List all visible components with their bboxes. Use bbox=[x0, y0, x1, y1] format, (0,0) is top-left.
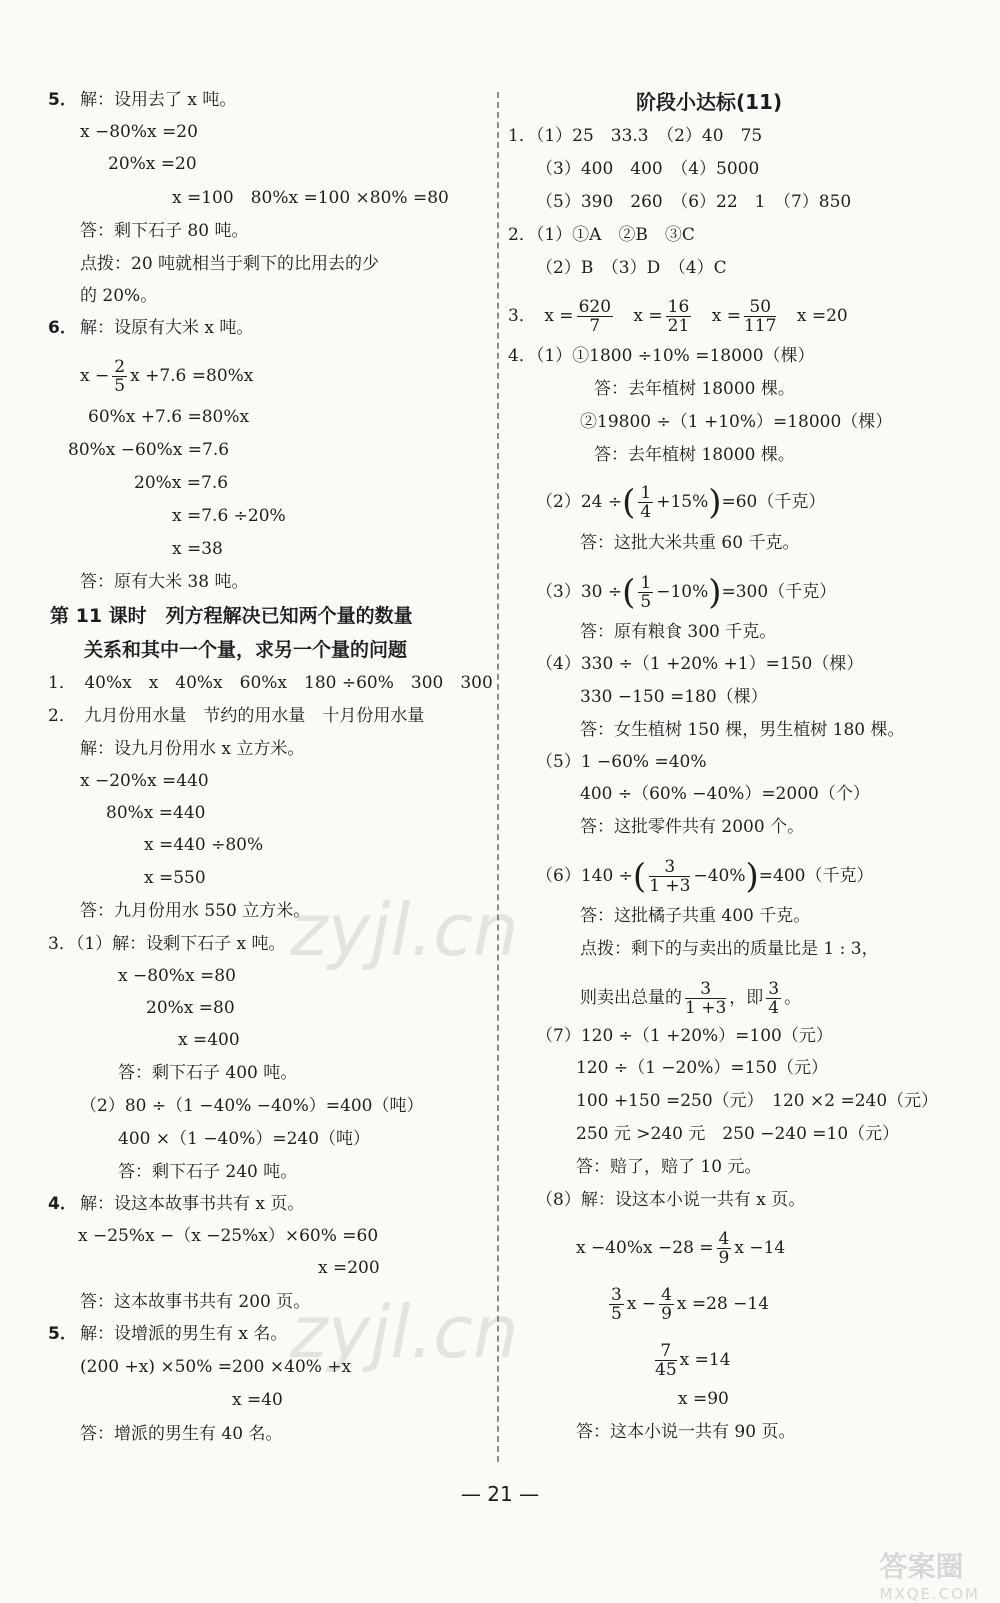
equation-line bbox=[536, 858, 873, 895]
equation-line: x −25%x −（x −25%x）×60% =60 bbox=[78, 1226, 379, 1246]
column-divider bbox=[497, 92, 499, 1462]
equation-text: x −40%x −28 = bbox=[576, 1238, 714, 1258]
equation-text: x = bbox=[633, 306, 663, 326]
fraction-numerator: 1 bbox=[640, 573, 652, 593]
equation-text: （3）30 ÷ bbox=[536, 582, 623, 602]
equation-text: −40% bbox=[693, 866, 746, 886]
fraction-denominator: 4 bbox=[768, 998, 780, 1018]
section-heading: 第 11 课时 列方程解决已知两个量的数量 bbox=[50, 605, 413, 627]
text-line: 3．（1）解：设剩下石子 x 吨。 bbox=[48, 934, 286, 954]
answer-line: （3）400 400 （4）5000 bbox=[536, 159, 760, 179]
answer-line: 4．（1）①1800 ÷10% =18000（棵） bbox=[508, 346, 815, 366]
equation-text: x −14 bbox=[734, 1238, 786, 1258]
answer-line: 答：这本故事书共有 200 页。 bbox=[80, 1292, 311, 1312]
equation-line: 20%x =7.6 bbox=[134, 473, 229, 493]
answer-line: 答：这批橘子共重 400 千克。 bbox=[580, 906, 811, 926]
fraction bbox=[717, 1230, 732, 1267]
watermark: zyjl.cn bbox=[290, 888, 519, 972]
fraction-numerator: 50 bbox=[744, 298, 776, 317]
answer-line: 答：这本小说一共有 90 页。 bbox=[576, 1422, 796, 1442]
answer-line: （5）1 −60% =40% bbox=[536, 752, 707, 772]
fraction-denominator: 5 bbox=[611, 1304, 622, 1324]
fraction-numerator: 3 bbox=[649, 858, 690, 877]
answer-line: 1． 40%x x 40%x 60%x 180 ÷60% 300 300 bbox=[48, 673, 493, 693]
answer-line: （5）390 260 （6）22 1 （7）850 bbox=[536, 192, 852, 212]
equation-text: x =28 −14 bbox=[676, 1294, 770, 1314]
equation-text: =300（千克） bbox=[721, 582, 837, 602]
hint-line: 点拨：20 吨就相当于剩下的比用去的少 bbox=[80, 254, 380, 274]
equation-line bbox=[536, 574, 836, 611]
equation-line: (200 +x) ×50% =200 ×40% +x bbox=[80, 1357, 352, 1377]
hint-line bbox=[580, 980, 801, 1017]
answer-line: 答：原有粮食 300 千克。 bbox=[580, 622, 777, 642]
equation-line bbox=[536, 484, 825, 521]
fraction bbox=[649, 858, 690, 895]
equation-text: =60（千克） bbox=[721, 492, 826, 512]
equation-line: 400 ×（1 −40%）=240（吨） bbox=[118, 1129, 371, 1149]
equation-line: x =200 bbox=[318, 1258, 380, 1278]
q5-number: 5． bbox=[48, 90, 77, 110]
equation-line: x =100 80%x =100 ×80% =80 bbox=[172, 188, 449, 208]
fraction-denominator: 4 bbox=[640, 502, 652, 522]
fraction bbox=[638, 574, 653, 611]
fraction bbox=[112, 358, 127, 395]
equation-line bbox=[606, 1286, 769, 1323]
logo-url: MXQE.COM bbox=[879, 1585, 980, 1603]
fraction bbox=[659, 1286, 674, 1323]
equation-text: 3． x = bbox=[508, 306, 574, 326]
equation-line: x =90 bbox=[678, 1389, 729, 1409]
equation-line: （2）80 ÷（1 −40% −40%）=400（吨） bbox=[80, 1096, 424, 1116]
paren-close: ) bbox=[708, 572, 722, 613]
equation-line: x =38 bbox=[172, 539, 223, 559]
equation-line bbox=[80, 358, 253, 395]
answer-line: 答：这批零件共有 2000 个。 bbox=[580, 817, 805, 837]
fraction-numerator: 1 bbox=[640, 483, 652, 503]
fraction-denominator: 45 bbox=[655, 1360, 677, 1380]
equation-line: 80%x =440 bbox=[106, 803, 206, 823]
equation-text: x =14 bbox=[679, 1350, 731, 1370]
q5b-number: 5． bbox=[48, 1324, 77, 1344]
fraction-denominator: 5 bbox=[640, 592, 652, 612]
equation-line: x −80%x =80 bbox=[118, 966, 236, 986]
fraction bbox=[744, 298, 776, 335]
answer-line: 答：赔了，赔了 10 元。 bbox=[576, 1157, 762, 1177]
answer-line: （4）330 ÷（1 +20% +1）=150（棵） bbox=[536, 654, 864, 674]
answer-line: 2．（1）①A ②B ③C bbox=[508, 225, 695, 245]
fraction bbox=[577, 298, 613, 335]
paren-close: ) bbox=[708, 482, 722, 523]
watermark: zyjl.cn bbox=[290, 1290, 519, 1374]
answer-line: （7）120 ÷（1 +20%）=100（元） bbox=[536, 1026, 833, 1046]
equation-text: +15% bbox=[656, 492, 709, 512]
fraction-numerator: 7 bbox=[655, 1342, 677, 1361]
equation-text: x − bbox=[626, 1294, 657, 1314]
fraction bbox=[685, 980, 726, 1017]
answer-line: 答：增派的男生有 40 名。 bbox=[80, 1424, 283, 1444]
logo-text: 答案圈 bbox=[879, 1550, 964, 1583]
equation-text: x − bbox=[80, 366, 110, 386]
fraction-denominator: 21 bbox=[667, 316, 690, 336]
text-line: 解：设增派的男生有 x 名。 bbox=[80, 1324, 288, 1344]
equation-line: x −80%x =20 bbox=[80, 122, 198, 142]
answer-line: 答：这批大米共重 60 千克。 bbox=[580, 533, 800, 553]
text-line: （8）解：设这本小说一共有 x 页。 bbox=[536, 1190, 806, 1210]
fraction-denominator: 9 bbox=[661, 1304, 672, 1324]
fraction-denominator: 1 +3 bbox=[685, 998, 727, 1018]
equation-line bbox=[576, 1230, 785, 1267]
fraction-denominator: 9 bbox=[718, 1248, 730, 1268]
fraction bbox=[638, 484, 653, 521]
paren-open: ( bbox=[622, 482, 636, 523]
answer-line: 答：原有大米 38 吨。 bbox=[80, 572, 249, 592]
equation-text: （2）24 ÷ bbox=[536, 492, 623, 512]
answer-line: 答：九月份用水 550 立方米。 bbox=[80, 901, 311, 921]
hint-text: 。 bbox=[784, 988, 802, 1008]
page-number: — 21 — bbox=[460, 1482, 540, 1506]
answer-line: ②19800 ÷（1 +10%）=18000（棵） bbox=[580, 412, 893, 432]
hint-text: 则卖出总量的 bbox=[580, 988, 682, 1008]
answer-line: 答：去年植树 18000 棵。 bbox=[594, 379, 795, 399]
answer-line: （2）B （3）D （4）C bbox=[536, 258, 727, 278]
fraction-numerator: 3 bbox=[611, 1285, 622, 1305]
equation-line: x =40 bbox=[232, 1390, 283, 1410]
q4-number: 4． bbox=[48, 1194, 77, 1214]
answer-line: 250 元 >240 元 250 −240 =10（元） bbox=[576, 1124, 900, 1144]
fraction-numerator: 620 bbox=[578, 297, 612, 317]
q6-number: 6． bbox=[48, 318, 77, 338]
hint-line: 的 20%。 bbox=[80, 286, 158, 306]
equation-line: 60%x +7.6 =80%x bbox=[88, 407, 250, 427]
equation-line bbox=[652, 1342, 731, 1379]
answer-line: 答：女生植树 150 棵，男生植树 180 棵。 bbox=[580, 720, 905, 740]
text-line: 解：设九月份用水 x 立方米。 bbox=[80, 739, 305, 759]
fraction-numerator: 2 bbox=[114, 357, 126, 377]
equation-text: x =20 bbox=[796, 306, 848, 326]
fraction bbox=[609, 1286, 624, 1323]
fraction bbox=[766, 980, 781, 1017]
hint-text: ，即 bbox=[729, 988, 764, 1008]
answer-line: 2． 九月份用水量 节约的用水量 十月份用水量 bbox=[48, 706, 425, 726]
answer-line: 答：剩下石子 80 吨。 bbox=[80, 221, 249, 241]
equation-line: 20%x =80 bbox=[146, 998, 235, 1018]
fraction-denominator: 7 bbox=[589, 316, 601, 336]
paren-open: ( bbox=[632, 856, 647, 897]
equation-line: x =7.6 ÷20% bbox=[172, 506, 286, 526]
fraction bbox=[666, 298, 692, 335]
hint-line: 点拨：剩下的与卖出的质量比是 1 : 3， bbox=[580, 939, 879, 959]
answer-line: 330 −150 =180（棵） bbox=[580, 687, 768, 707]
equation-text: （6）140 ÷ bbox=[536, 866, 633, 886]
fraction-denominator: 117 bbox=[743, 316, 777, 336]
equation-line: x =440 ÷80% bbox=[144, 835, 264, 855]
answer-line: 1．（1）25 33.3 （2）40 75 bbox=[508, 126, 763, 146]
answer-line: 100 +150 =250（元） 120 ×2 =240（元） bbox=[576, 1091, 939, 1111]
fraction-numerator: 4 bbox=[661, 1285, 672, 1305]
text-line: 解：设用去了 x 吨。 bbox=[80, 90, 237, 110]
fraction-numerator: 16 bbox=[667, 297, 690, 317]
fraction-denominator: 5 bbox=[114, 376, 126, 396]
paren-close: ) bbox=[745, 856, 759, 897]
fraction-numerator: 3 bbox=[768, 979, 780, 999]
section-title: 阶段小达标(11) bbox=[636, 90, 783, 114]
answer-line: 答：剩下石子 400 吨。 bbox=[118, 1063, 298, 1083]
equation-line: x =400 bbox=[178, 1030, 240, 1050]
fraction-numerator: 4 bbox=[718, 1229, 730, 1249]
equation-line: x −20%x =440 bbox=[80, 771, 209, 791]
answer-line: 答：去年植树 18000 棵。 bbox=[594, 445, 795, 465]
answer-line: 答：剩下石子 240 吨。 bbox=[118, 1162, 298, 1182]
equation-text: x +7.6 =80%x bbox=[130, 366, 254, 386]
equation-line: 80%x −60%x =7.6 bbox=[68, 440, 230, 460]
fraction-denominator: 1 +3 bbox=[649, 876, 691, 896]
answer-line: 400 ÷（60% −40%）=2000（个） bbox=[580, 784, 870, 804]
equation-line: x =550 bbox=[144, 868, 206, 888]
answer-line bbox=[508, 298, 848, 335]
equation-text: =400（千克） bbox=[758, 866, 874, 886]
fraction bbox=[655, 1342, 677, 1379]
text-line: 解：设这本故事书共有 x 页。 bbox=[80, 1194, 305, 1214]
answer-line: 120 ÷（1 −20%）=150（元） bbox=[576, 1058, 829, 1078]
equation-text: −10% bbox=[656, 582, 709, 602]
section-heading: 关系和其中一个量，求另一个量的问题 bbox=[84, 639, 408, 661]
fraction-numerator: 3 bbox=[685, 980, 726, 999]
equation-line: 20%x =20 bbox=[108, 154, 197, 174]
text-line: 解：设原有大米 x 吨。 bbox=[80, 318, 254, 338]
site-logo bbox=[880, 1545, 981, 1603]
paren-open: ( bbox=[622, 572, 636, 613]
equation-text: x = bbox=[711, 306, 741, 326]
